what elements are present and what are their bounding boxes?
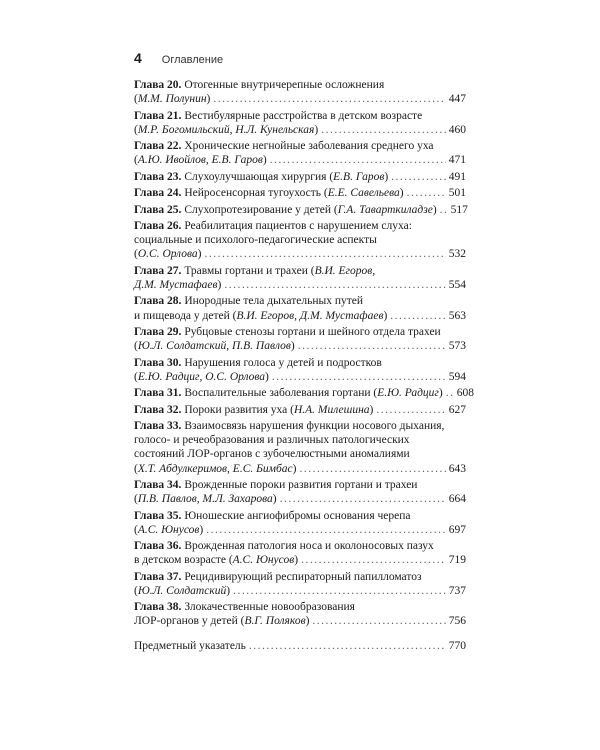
dot-leader — [224, 278, 445, 292]
toc-entry-line — [134, 539, 466, 553]
toc-entry-line — [134, 553, 466, 567]
dot-leader — [321, 123, 446, 137]
entry-title-text: ) — [383, 309, 388, 322]
toc-entry[interactable] — [134, 386, 474, 400]
chapter-label: Глава 23. — [134, 170, 185, 183]
entry-authors: А.С. Юнусов — [232, 554, 295, 567]
entry-title-text: ) — [294, 554, 299, 567]
entry-authors: Е.Ю. Радциг — [377, 387, 439, 400]
entry-authors: Е.Ю. Радциг, О.С. Орлова — [137, 370, 266, 383]
entry-title-text: Воспалительные заболевания гортани ( — [184, 387, 378, 400]
dot-leader — [280, 492, 446, 506]
entry-title-text: ) — [369, 403, 374, 416]
entry-authors: Е.В. Гаров — [333, 170, 385, 183]
entry-title-text: Инородные тела дыхательных путей — [184, 295, 364, 308]
toc-entry[interactable] — [134, 478, 466, 506]
page-ref: 573 — [448, 340, 466, 353]
toc-entry-line — [134, 419, 466, 433]
entry-title-text: Врожденные пороки развития гортани и трахеи — [184, 478, 418, 491]
entry-authors: А.С. Юнусов — [137, 523, 200, 536]
toc-entry-text — [134, 370, 269, 384]
toc-entry-text — [134, 339, 295, 353]
toc-entry[interactable] — [134, 403, 466, 417]
toc-entry[interactable] — [134, 570, 466, 598]
entry-title-text: ( — [134, 248, 138, 261]
page-ref: 460 — [448, 123, 466, 136]
entry-title-text: Нарушения голоса у детей и подростков — [184, 356, 382, 369]
toc-entry-line — [134, 247, 466, 261]
toc-entry[interactable] — [134, 264, 466, 292]
toc-entry-line — [134, 600, 466, 614]
table-of-contents — [134, 78, 474, 655]
chapter-label: Глава 30. — [134, 356, 185, 369]
entry-title-text: ) — [292, 462, 297, 475]
entry-authors: В.И. Егоров, Д.М. Мустафаев — [236, 309, 384, 322]
subject-index-entry[interactable] — [134, 639, 466, 653]
page-ref: 664 — [448, 493, 466, 506]
chapter-label: Глава 25. — [134, 203, 185, 216]
dot-leader — [272, 370, 446, 384]
toc-entry-line — [134, 433, 466, 447]
page-ref: 756 — [448, 615, 466, 628]
toc-entry-line — [134, 309, 466, 323]
page-ref: 501 — [448, 187, 466, 200]
entry-title-text: Травмы гортани и трахеи ( — [184, 264, 315, 277]
entry-authors: П.В. Павлов, М.Л. Захарова — [137, 493, 273, 506]
page-ref: 517 — [450, 203, 468, 216]
toc-entry[interactable] — [134, 325, 466, 353]
entry-authors: В.И. Егоров, — [314, 264, 376, 277]
toc-entry-line — [134, 153, 466, 167]
toc-entry[interactable] — [134, 109, 466, 137]
entry-authors: О.С. Орлова — [137, 248, 198, 261]
page-ref: 770 — [448, 639, 466, 652]
toc-entry[interactable] — [134, 139, 466, 167]
entry-title-text: Отогенные внутричерепные осложнения — [184, 79, 385, 91]
entry-title-text: Вестибулярные расстройства в детском возрасте — [184, 109, 423, 122]
dot-leader — [446, 386, 454, 400]
page-ref: 697 — [448, 523, 466, 536]
subject-index-label: Предметный указатель — [134, 639, 246, 652]
chapter-label: Глава 32. — [134, 403, 185, 416]
entry-title-text: ( — [134, 123, 138, 136]
entry-title-text: голосо- и речеобразования и различных патологических — [134, 434, 410, 447]
entry-title-text: Врожденная патология носа и околоносовых пазух — [184, 540, 434, 553]
entry-title-text: Реабилитация пациентов с нарушением слуха: — [184, 219, 412, 232]
entry-authors: Г.А. Таварткиладзе — [337, 203, 433, 216]
entry-title-text: ) — [265, 370, 269, 383]
toc-entry[interactable] — [134, 419, 466, 476]
entry-title-text: ) — [272, 493, 277, 506]
toc-entry-text — [134, 123, 318, 137]
chapter-label: Глава 33. — [134, 419, 185, 432]
chapter-label: Глава 20. — [134, 79, 185, 91]
toc-entry-text — [134, 403, 373, 417]
toc-entry-line — [134, 403, 466, 417]
entry-authors: Х.Т. Абдулкеримов, Е.С. Бимбас — [137, 462, 293, 475]
entry-authors: М.Р. Богомильский, Н.Л. Кунельская — [137, 123, 315, 136]
entry-authors: Е.Е. Савельева — [327, 187, 400, 200]
toc-entry-text — [134, 247, 201, 261]
toc-entry-line — [134, 170, 466, 184]
toc-entry-text — [134, 186, 404, 200]
toc-entry-line — [134, 478, 466, 492]
toc-entry[interactable] — [134, 219, 466, 262]
entry-title-text: Пороки развития уха ( — [184, 403, 294, 416]
toc-entry-line — [134, 639, 466, 653]
toc-entry-text — [134, 309, 387, 323]
chapter-label: Глава 24. — [134, 187, 185, 200]
entry-title-text: Рубцовые стенозы гортани и шейного отдела трахеи — [184, 325, 441, 338]
entry-title-text: Хронические негнойные заболевания среднего уха — [184, 140, 434, 153]
entry-title-text: ) — [206, 93, 211, 106]
page-ref: 532 — [448, 248, 466, 261]
dot-leader — [213, 92, 445, 106]
dot-leader — [206, 523, 446, 537]
toc-entry-line — [134, 462, 466, 476]
entry-title-text: ) — [262, 154, 267, 167]
toc-entry[interactable] — [134, 600, 466, 628]
entry-authors: В.Г. Поляков — [244, 615, 306, 628]
entry-title-text: в детском возрасте ( — [134, 554, 233, 567]
dot-leader — [301, 553, 446, 567]
dot-leader — [298, 339, 446, 353]
toc-entry-line — [134, 92, 466, 106]
entry-authors: А.Ю. Ивойлов, Е.В. Гаров — [137, 154, 263, 167]
entry-title-text: ) — [290, 340, 295, 353]
entry-title-text: Слухопротезирование у детей ( — [184, 203, 338, 216]
entry-title-text: ( — [134, 462, 138, 475]
page-ref: 554 — [448, 278, 466, 291]
toc-entry-text — [134, 492, 277, 506]
toc-entry-text — [134, 584, 230, 598]
chapter-label: Глава 27. — [134, 264, 185, 277]
page-ref: 608 — [456, 387, 474, 400]
toc-entry-text — [134, 614, 309, 628]
entry-title-text: ) — [199, 523, 204, 536]
entry-title-text: ) — [305, 615, 310, 628]
toc-entry-line — [134, 570, 466, 584]
section-title: Оглавление — [161, 54, 224, 66]
entry-title-text: ) — [438, 387, 443, 400]
toc-entry-line — [134, 123, 466, 137]
toc-entry-line — [134, 278, 466, 292]
chapter-label: Глава 29. — [134, 325, 185, 338]
toc-entry-text — [134, 203, 437, 217]
toc-entry[interactable] — [134, 294, 466, 322]
chapter-label: Глава 38. — [134, 601, 185, 614]
chapter-label: Глава 31. — [134, 387, 185, 400]
toc-entry-line — [134, 386, 474, 400]
entry-title-text: Нейросенсорная тугоухость ( — [184, 187, 328, 200]
toc-entry[interactable] — [134, 509, 466, 537]
page-ref: 627 — [448, 403, 466, 416]
entry-title-text: ( — [134, 93, 138, 106]
entry-title-text: ( — [134, 493, 138, 506]
entry-title-text: Слухоулучшающая хирургия ( — [184, 170, 334, 183]
chapter-label: Глава 34. — [134, 478, 185, 491]
entry-authors: М.М. Полунин — [137, 93, 207, 106]
entry-title-text: ) — [399, 187, 404, 200]
toc-entry-line — [134, 139, 466, 153]
entry-authors: Ю.Л. Солдатский, П.В. Павлов — [137, 340, 291, 353]
dot-leader — [390, 309, 445, 323]
toc-entry-line — [134, 219, 466, 233]
entry-title-text: Взаимосвязь нарушения функции носового дыхания, — [184, 419, 445, 432]
dot-leader — [270, 153, 446, 167]
toc-entry-line — [134, 614, 466, 628]
chapter-label: Глава 28. — [134, 295, 185, 308]
entry-title-text: Юношеские ангиофибромы основания черепа — [184, 509, 411, 522]
toc-entry-line — [134, 109, 466, 123]
toc-entry-line — [134, 294, 466, 308]
chapter-label: Глава 36. — [134, 540, 185, 553]
dot-leader — [233, 584, 446, 598]
toc-entry[interactable] — [134, 203, 466, 217]
running-header — [134, 50, 223, 66]
entry-title-text: ( — [134, 154, 138, 167]
entry-title-text: и пищевода у детей ( — [134, 309, 237, 322]
entry-title-text: Злокачественные новообразования — [184, 601, 355, 614]
chapter-label: Глава 35. — [134, 509, 185, 522]
toc-entry[interactable] — [134, 356, 466, 384]
entry-title-text: ( — [134, 340, 138, 353]
entry-title-text: ( — [134, 584, 138, 597]
page-ref: 719 — [448, 554, 466, 567]
chapter-label: Глава 22. — [134, 140, 185, 153]
dot-leader — [312, 614, 445, 628]
toc-entry-line — [134, 203, 466, 217]
entry-title-text: ) — [314, 123, 319, 136]
toc-entry-line — [134, 78, 466, 92]
chapter-label: Глава 26. — [134, 219, 185, 232]
page-number: 4 — [134, 50, 142, 66]
toc-entry[interactable] — [134, 539, 466, 567]
entry-title-text: ЛОР-органов у детей ( — [134, 615, 245, 628]
toc-entry-text — [134, 386, 443, 400]
dot-leader — [391, 170, 446, 184]
toc-entry-line — [134, 584, 466, 598]
dot-leader — [249, 639, 446, 653]
dot-leader — [299, 462, 445, 476]
toc-entry-text — [134, 462, 296, 476]
entry-title-text: состояний ЛОР-органов с зубочелюстными аномалиями — [134, 448, 410, 461]
toc-entry-line — [134, 339, 466, 353]
entry-authors: Ю.Л. Солдатский — [137, 584, 227, 597]
page-ref: 594 — [448, 370, 466, 383]
entry-authors: Н.А. Милешина — [293, 403, 370, 416]
entry-title-text: ) — [217, 278, 222, 291]
toc-entry-line — [134, 233, 466, 247]
toc-entry[interactable] — [134, 170, 466, 184]
toc-entry-line — [134, 356, 466, 370]
entry-title-text: ) — [432, 203, 437, 216]
entry-title-text: ( — [134, 370, 138, 383]
toc-entry-line — [134, 186, 466, 200]
page-ref: 737 — [448, 584, 466, 597]
dot-leader — [407, 186, 446, 200]
entry-title-text: ) — [197, 248, 202, 261]
toc-entry-line — [134, 523, 466, 537]
entry-title-text: ) — [384, 170, 389, 183]
toc-entry-line — [134, 264, 466, 278]
dot-leader — [204, 247, 445, 261]
toc-entry-line — [134, 447, 466, 461]
toc-entry-text — [134, 153, 267, 167]
toc-entry-text — [134, 553, 298, 567]
toc-entry-text — [134, 523, 203, 537]
dot-leader — [376, 403, 445, 417]
toc-entry-text — [134, 278, 221, 292]
entry-title-text: Рецидивирующий респираторный папилломатоз — [184, 570, 422, 583]
page-ref: 491 — [448, 170, 466, 183]
page-ref: 471 — [448, 154, 466, 167]
chapter-label: Глава 37. — [134, 570, 185, 583]
toc-entry-line — [134, 509, 466, 523]
page-ref: 643 — [448, 462, 466, 475]
page-ref: 563 — [448, 309, 466, 322]
toc-entry-text — [134, 170, 388, 184]
entry-authors: Д.М. Мустафаев — [134, 278, 218, 291]
entry-title-text: ) — [226, 584, 231, 597]
toc-entry-line — [134, 492, 466, 506]
toc-entry-text — [134, 92, 210, 106]
toc-entry[interactable] — [134, 186, 466, 200]
dot-leader — [440, 203, 448, 217]
toc-entry-line — [134, 325, 466, 339]
page-ref: 447 — [448, 93, 466, 106]
toc-entry-line — [134, 370, 466, 384]
entry-title-text: ( — [134, 523, 138, 536]
toc-entry[interactable] — [134, 78, 466, 106]
entry-title-text: социальные и психолого-педагогические аспекты — [134, 234, 377, 247]
chapter-label: Глава 21. — [134, 109, 185, 122]
